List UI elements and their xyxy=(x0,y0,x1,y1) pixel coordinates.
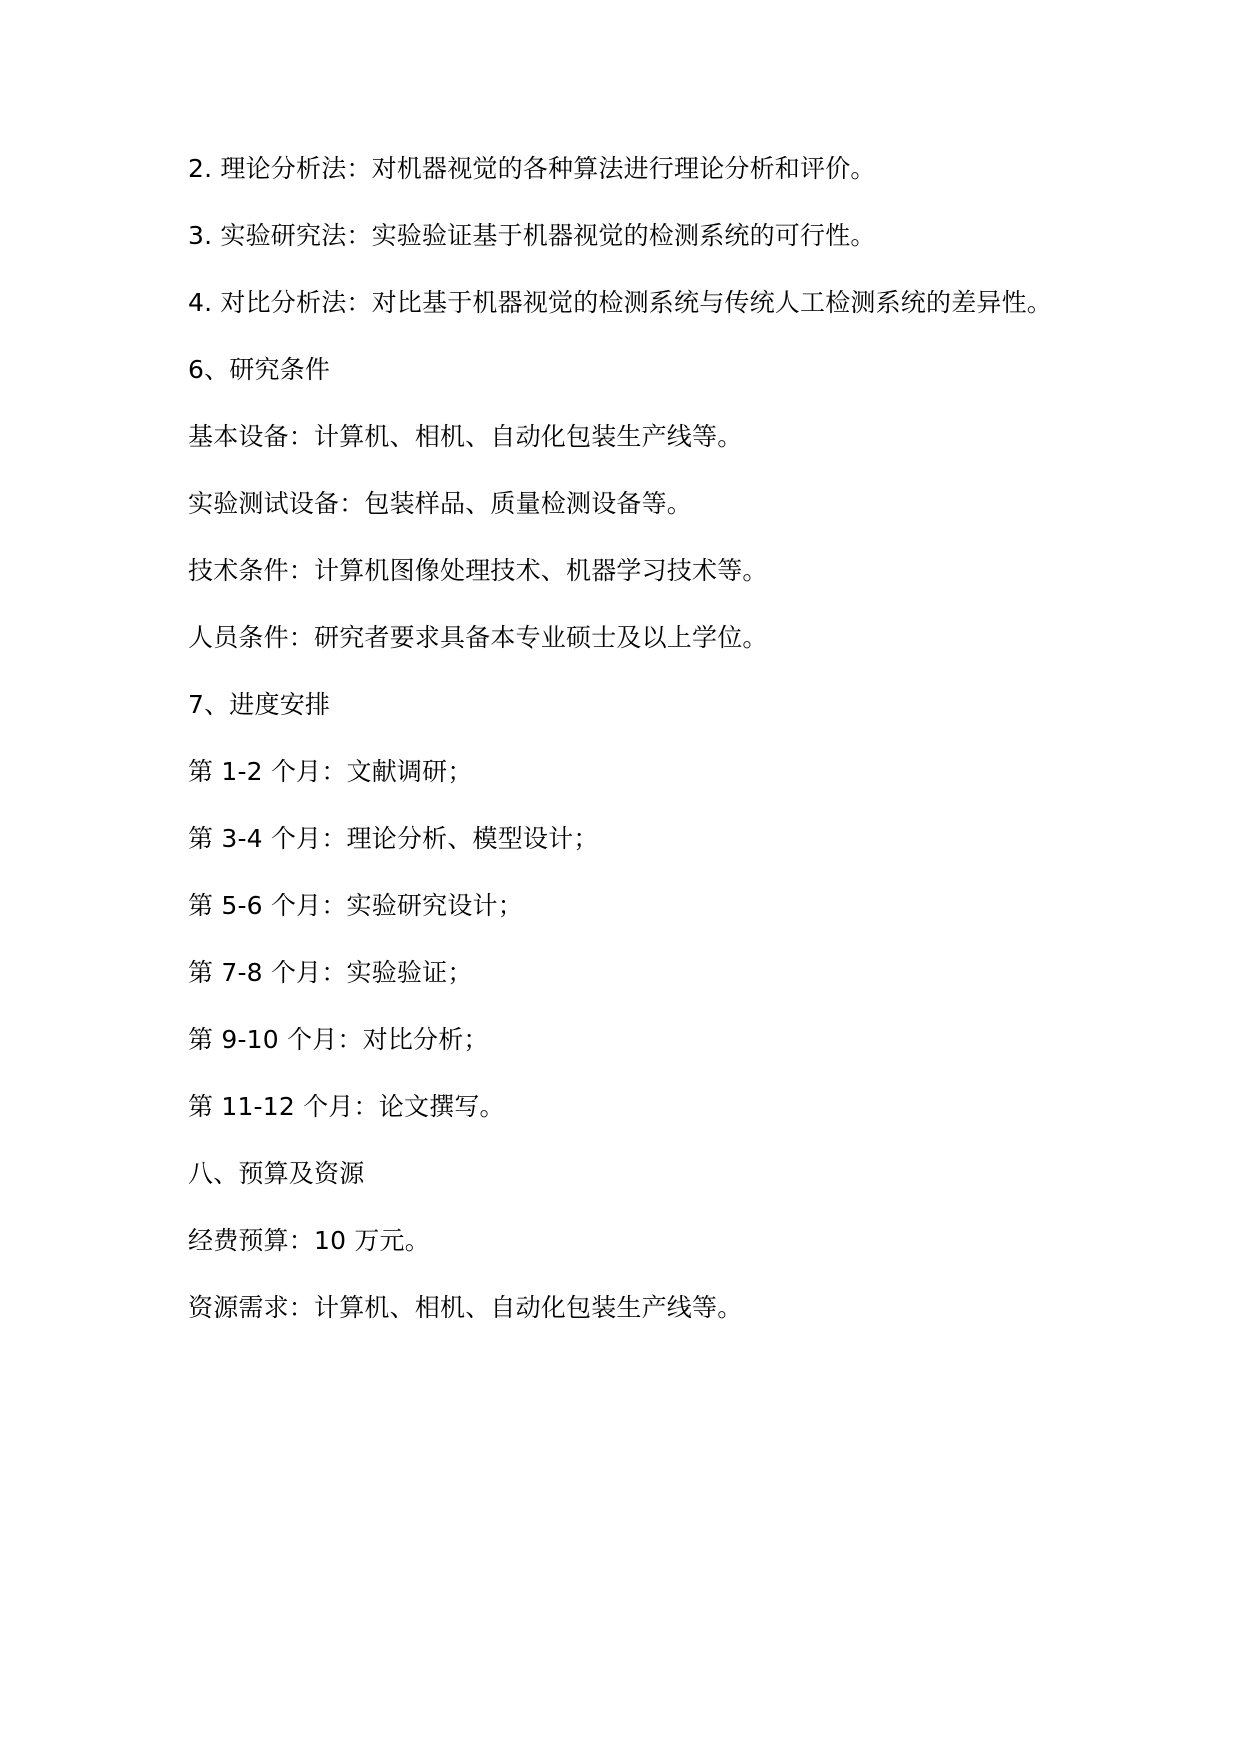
document-body xyxy=(188,152,1058,1358)
condition-test-equipment: 实验测试设备：包装样品、质量检测设备等。 xyxy=(188,489,693,518)
condition-personnel: 人员条件：研究者要求具备本专业硕士及以上学位。 xyxy=(188,623,768,652)
schedule-item-2: 第 3-4 个月：理论分析、模型设计； xyxy=(188,824,599,853)
method-comparison: 4. 对比分析法：对比基于机器视觉的检测系统与传统人工检测系统的差异性。 xyxy=(188,288,1053,317)
method-theory-analysis: 2. 理论分析法：对机器视觉的各种算法进行理论分析和评价。 xyxy=(188,154,876,183)
budget-funding: 经费预算：10 万元。 xyxy=(188,1226,430,1255)
schedule-item-1: 第 1-2 个月：文献调研； xyxy=(188,757,473,786)
schedule-item-4: 第 7-8 个月：实验验证； xyxy=(188,958,473,987)
schedule-item-3: 第 5-6 个月：实验研究设计； xyxy=(188,891,523,920)
schedule-item-5: 第 9-10 个月：对比分析； xyxy=(188,1025,489,1054)
budget-resources: 资源需求：计算机、相机、自动化包装生产线等。 xyxy=(188,1293,743,1322)
schedule-item-6: 第 11-12 个月：论文撰写。 xyxy=(188,1092,505,1121)
section-heading-research-conditions: 6、研究条件 xyxy=(188,355,331,384)
section-heading-budget: 八、预算及资源 xyxy=(188,1159,365,1188)
condition-basic-equipment: 基本设备：计算机、相机、自动化包装生产线等。 xyxy=(188,422,743,451)
method-experiment: 3. 实验研究法：实验验证基于机器视觉的检测系统的可行性。 xyxy=(188,221,876,250)
condition-technical: 技术条件：计算机图像处理技术、机器学习技术等。 xyxy=(188,556,768,585)
section-heading-schedule: 7、进度安排 xyxy=(188,690,331,719)
